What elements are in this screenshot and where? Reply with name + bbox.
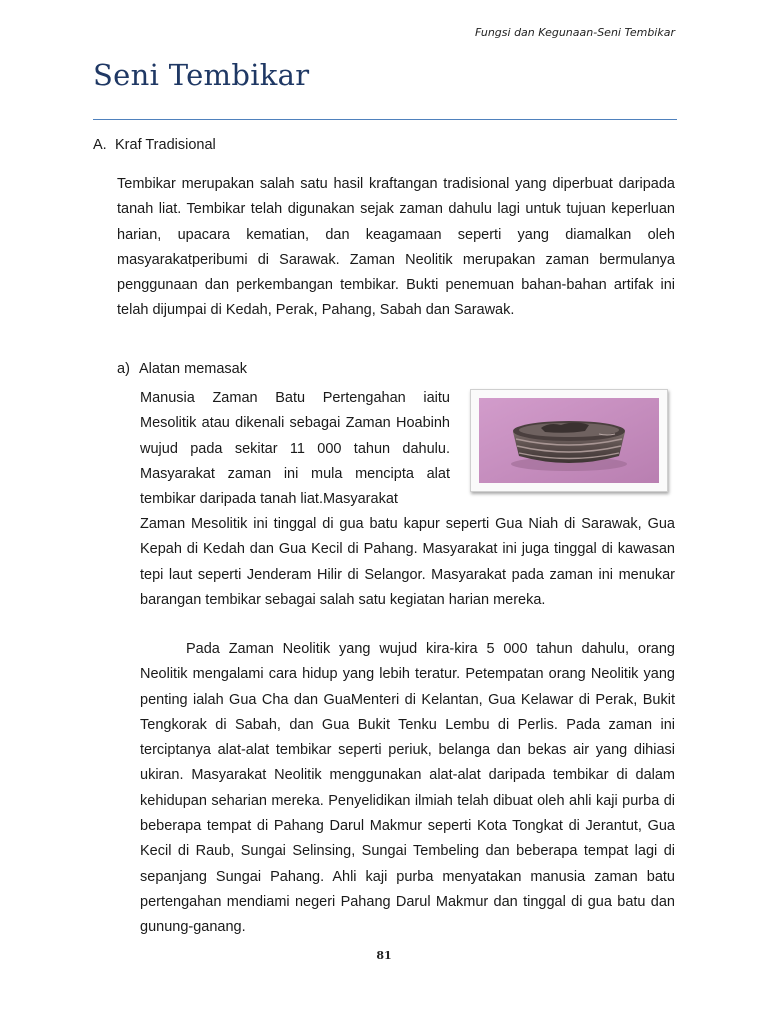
section-heading-text: Kraf Tradisional xyxy=(115,137,216,153)
section-marker: A. xyxy=(93,137,107,153)
clay-pot-figure xyxy=(470,389,668,492)
subsection-marker: a) xyxy=(117,361,130,377)
title-divider xyxy=(93,119,677,120)
chapter-title: Seni Tembikar xyxy=(93,58,310,92)
section-heading xyxy=(93,137,216,153)
page-number: 81 xyxy=(376,949,392,962)
mesolitik-paragraph-continued: Zaman Mesolitik ini tinggal di gua batu kapur seperti Gua Niah di Sarawak, Gua Kepah di Kedah dan Gua Kecil di Pahang. Masyarakat ini juga tinggal di kawasan tepi laut seperti Jenderam Hilir di Selangor. Masyarakat pada zaman ini menukar barangan tembikar sebagai salah satu kegiatan harian mereka. xyxy=(140,516,675,608)
subsection-heading-text: Alatan memasak xyxy=(139,361,247,377)
neolitik-paragraph: Pada Zaman Neolitik yang wujud kira-kira 5 000 tahun dahulu, orang Neolitik mengalami cara hidup yang lebih teratur. Petempatan orang Neolitik yang penting ialah Gua Cha dan GuaMenteri di Kelantan, Gua Kelawar di Perak, Bukit Tengkorak di Sabah, dan Gua Bukit Tenku Lembu di Perlis. Pada zaman ini terciptanya alat-alat tembikar seperti periuk, belanga dan bekas air yang dihiasi ukiran. Masyarakat Neolitik menggunakan alat-alat daripada tembikar di dalam kehidupan seharian mereka. Penyelidikan ilmiah telah dibuat oleh ahli kaji purba di beberapa tempat di Pahang Darul Makmur seperti Kota Tongkat di Jerantut, Gua Kecil di Raub, Sungai Selinsing, Sungai Tembeling dan beberapa tempat lagi di sepanjang Sungai Pahang. Ahli kaji purba menyatakan manusia zaman batu pertengahan mendiami negeri Pahang Darul Makmur dan tinggal di gua batu dan gunung-ganang. xyxy=(140,641,675,936)
intro-paragraph: Tembikar merupakan salah satu hasil kraftangan tradisional yang diperbuat daripada tanah liat. Tembikar telah digunakan sejak zaman dahulu lagi untuk tujuan keperluan harian, upacara kematian, dan keagamaan seperti yang diamalkan oleh masyarakatperibumi di Sarawak. Zaman Neolitik merupakan zaman bermulanya penggunaan dan perkembangan tembikar. Bukti penemuan bahan-bahan artifak ini telah dijumpai di Kedah, Perak, Pahang, Sabah dan Sarawak. xyxy=(117,176,675,319)
mesolitik-paragraph-start: Manusia Zaman Batu Pertengahan iaitu Mesolitik atau dikenali sebagai Zaman Hoabinh wujud pada sekitar 11 000 tahun dahulu. Masyarakat zaman ini mula mencipta alat tembikar daripada tanah liat.Masyarakat xyxy=(140,390,450,508)
running-header: Fungsi dan Kegunaan-Seni Tembikar xyxy=(474,26,675,39)
subsection-heading xyxy=(117,361,247,377)
clay-pot-image xyxy=(479,398,659,483)
